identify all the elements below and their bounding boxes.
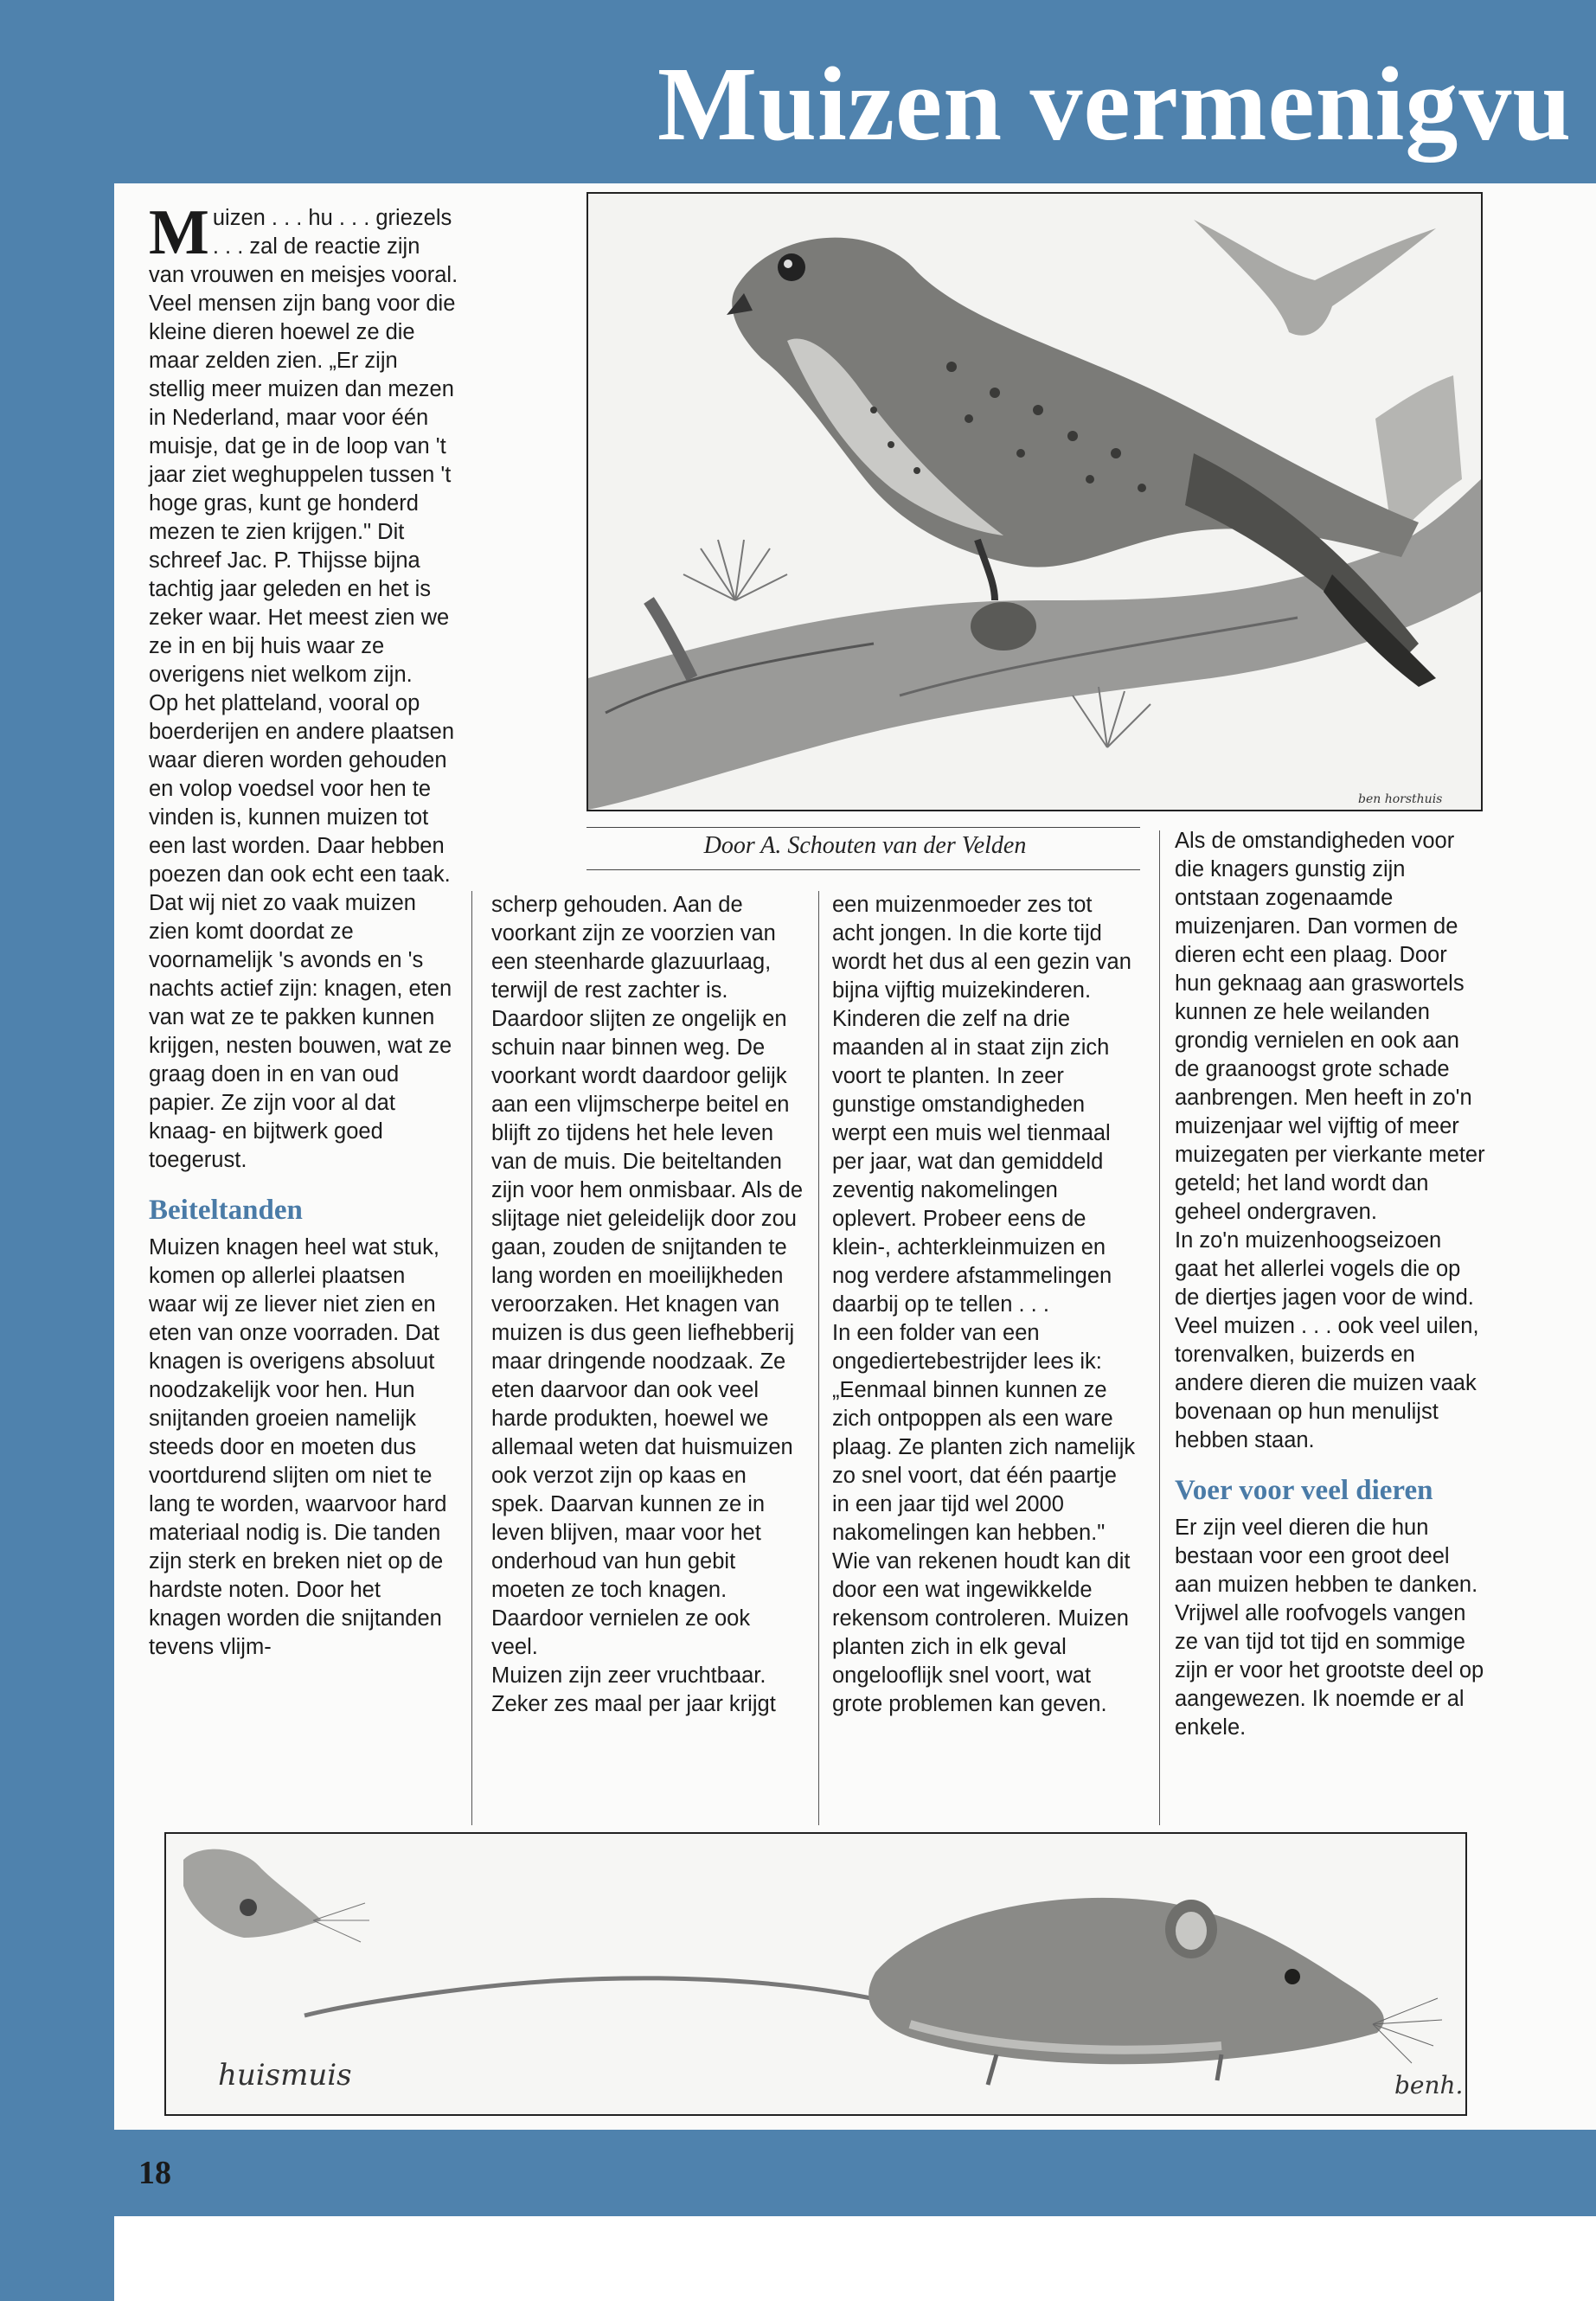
paragraph: Muizen zijn zeer vruchtbaar. Zeker zes maal per jaar krijgt [491, 1663, 776, 1716]
subheading-voer: Voer voor veel dieren [1175, 1475, 1433, 1506]
byline-rule [586, 827, 1140, 828]
paragraph: Muizen knagen heel wat stuk, komen op allerlei plaatsen waar wij ze liever niet zien en eten van onze voorraden. Dat knagen is overigens absoluut noodzakelijk voor hen. Hun snijtanden groeien namelijk steeds door en moeten dus voortdurend slijten om niet te lang te worden, waarvoor hard materiaal nodig is. Die tanden zijn sterk en breken niet op de hardste noten. Door het knagen worden die snijtanden tevens vlijm- [149, 1235, 447, 1659]
column-rule [818, 891, 819, 1825]
mouse-label: huismuis [218, 2058, 352, 2093]
paragraph: In zo'n muizenhoogseizoen gaat het allerlei vogels die op de diertjes jagen voor de wind. Veel muizen . . . ook veel uilen, torenvalken, buizerds en andere dieren die muizen vaak bovenaan op hun menulijst hebben staan. [1175, 1228, 1479, 1452]
column-rule [1159, 830, 1160, 1825]
kestrel-signature: ben horsthuis [1358, 792, 1443, 806]
byline-rule-bottom [586, 869, 1140, 870]
column-4 [1175, 827, 1488, 1742]
byline: Door A. Schouten van der Velden [703, 832, 1027, 859]
column-3 [832, 891, 1139, 1719]
drop-cap: M [149, 197, 209, 268]
kestrel-illustration [586, 192, 1483, 811]
kestrel-drawing [588, 194, 1481, 810]
paragraph: In een folder van een ongediertebestrijder lees ik: „Eenmaal binnen kunnen ze zich ontpoppen als een ware plaag. Ze planten zich namelijk zo snel voort, dat één paartje in een jaar tijd wel 2000 nakomelingen kan hebben." Wie van rekenen houdt kan dit door een wat ingewikkelde rekensom controleren. Muizen planten zich in elk geval ongelooflijk snel voort, wat grote problemen kan geven. [832, 1321, 1136, 1716]
blue-left-band [0, 0, 114, 2301]
blue-footer-band [0, 2130, 1596, 2216]
column-2 [491, 891, 803, 1719]
mouse-signature: benh. [1394, 2071, 1464, 2099]
paragraph: Als de omstandigheden voor die knagers gunstig zijn ontstaan zogenaamde muizenjaren. Dan vormen de dieren echt een plaag. Door hun geknaag aan graswortels kunnen ze hele weilanden grondig vernielen en ook aan de graanoogst grote schade aanbrengen. Men heeft in zo'n muizenjaar wel vijftig of meer muizegaten per vierkante meter geteld; het land wordt dan geheel ondergraven. [1175, 829, 1485, 1224]
paragraph: Op het platteland, vooral op boerderijen en andere plaatsen waar dieren worden gehouden en volop voedsel voor hen te vinden is, kunnen muizen tot een last worden. Daar hebben poezen dan ook echt een taak. Dat wij niet zo vaak muizen zien komt doordat ze voornamelijk 's avonds en 's nachts actief zijn: knagen, eten van wat ze te pakken kunnen krijgen, nesten bouwen, wat ze graag doen in en van oud papier. Ze zijn voor al dat knaag- en bijtwerk goed toegerust. [149, 691, 455, 1172]
article-title: Muizen vermenigvu [657, 46, 1573, 163]
paragraph: scherp gehouden. Aan de voorkant zijn ze voorzien van een steenharde glazuurlaag, terwijl de rest zachter is. Daardoor slijten ze ongelijk en schuin naar binnen weg. De voorkant wordt daardoor gelijk aan een vlijmscherpe beitel en blijft zo tijdens het hele leven van de muis. Die beiteltanden zijn voor hem onmisbaar. Als de slijtage niet geleidelijk door zou gaan, zouden de snijtanden te lang worden en moeilijkheden veroorzaken. Het knagen van muizen is dus geen liefhebberij maar dringende noodzaak. Ze eten daarvoor dan ook veel harde produkten, hoewel we allemaal weten dat huismuizen ook verzot zijn op kaas en spek. Daarvan kunnen ze in leven blijven, maar voor het onderhoud van hun gebit moeten ze toch knagen. Daardoor vernielen ze ook veel. [491, 893, 804, 1659]
paragraph: Er zijn veel dieren die hun bestaan voor een groot deel aan muizen hebben te danken. Vrijwel alle roofvogels vangen ze van tijd tot tijd en sommige zijn er voor het grootste deel op aangewezen. Ik noemde er al enkele. [1175, 1516, 1484, 1740]
house-mouse-illustration [164, 1832, 1467, 2116]
mouse-drawing [166, 1834, 1465, 2114]
column-1 [149, 197, 458, 1662]
paragraph: een muizenmoeder zes tot acht jongen. In die korte tijd wordt het dus al een gezin van bijna vijftig muizekinderen. Kinderen die zelf na drie maanden al in staat zijn zich voort te planten. In zeer gunstige omstandigheden werpt een muis wel tienmaal per jaar, wat dan gemiddeld zeventig nakomelingen oplevert. Probeer eens de klein-, achterkleinmuizen en nog verdere afstammelingen daarbij op te tellen . . . [832, 893, 1131, 1317]
intro-paragraph: Muizen . . . hu . . . griezels . . . zal de reactie zijn van vrouwen en meisjes vooral. Veel mensen zijn bang voor die kleine dieren hoewel ze die maar zelden zien. „Er zijn stellig meer muizen dan mezen in Nederland, maar voor één muisje, dat ge in de loop van 't jaar ziet weghuppelen tussen 't hoge gras, kunt ge honderd mezen te zien krijgen." Dit schreef Jac. P. Thijsse bijna tachtig jaar geleden en het is zeker waar. Het meest zien we ze in en bij huis waar ze overigens niet welkom zijn. [149, 197, 458, 687]
column-rule [471, 891, 472, 1825]
subheading-beiteltanden: Beiteltanden [149, 1195, 303, 1226]
page-number: 18 [138, 2155, 171, 2191]
